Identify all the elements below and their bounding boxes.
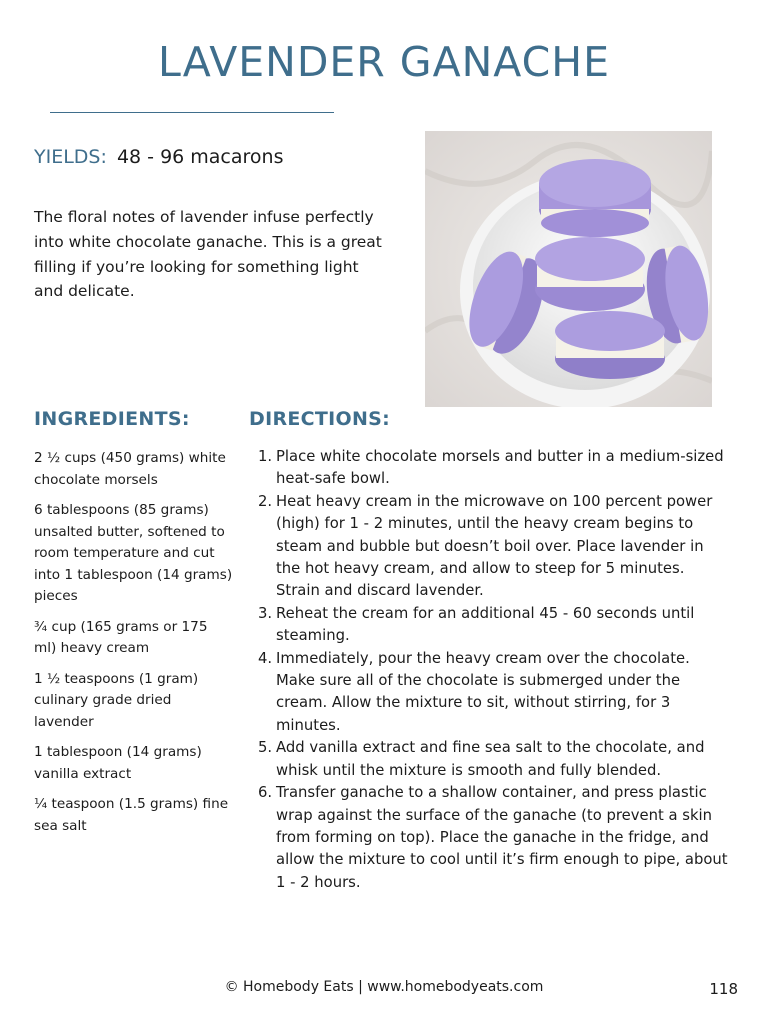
step-number: 3. (258, 604, 273, 622)
step-number: 6. (258, 784, 273, 802)
footer-copyright: © Homebody Eats | www.homebodyeats.com (224, 979, 544, 995)
direction-step (258, 737, 728, 782)
yields-value: 48 - 96 macarons (116, 146, 284, 168)
step-number: 1. (258, 448, 273, 465)
title-divider (50, 112, 334, 113)
step-number: 5. (258, 739, 273, 757)
ingredients-heading: INGREDIENTS: (34, 408, 190, 430)
page-title: LAVENDER GANACHE (157, 38, 610, 86)
direction-step (258, 603, 728, 648)
directions-list (258, 446, 728, 894)
ingredient-item: 1 ½ teaspoons (1 gram) culinary grade dried lavender (34, 670, 199, 730)
lavender-macarons-photo (425, 131, 712, 407)
ingredient-item: ¾ cup (165 grams or 175 ml) heavy cream (34, 618, 208, 656)
intro-text: The floral notes of lavender infuse perfectly into white chocolate ganache. This is a great filling if you’re looking for something light and delicate. (34, 208, 382, 301)
direction-step (258, 782, 728, 894)
yields (34, 146, 283, 168)
ingredient-item: 1 tablespoon (14 grams) vanilla extract (34, 744, 202, 782)
ingredients-list (34, 448, 234, 846)
step-number: 4. (258, 649, 273, 667)
yields-label: YIELDS: (34, 146, 107, 168)
ingredient-item: 2 ½ cups (450 grams) white chocolate morsels (34, 450, 226, 488)
step-text: Transfer ganache to a shallow container, and press plastic wrap against the surface of the ganache (to prevent a skin from forming on top). Place the ganache in the fridge, and allow the mixture to cool until it’s firm enough to pipe, about 1 - 2 hours. (276, 784, 728, 891)
step-text: Heat heavy cream in the microwave on 100 percent power (high) for 1 - 2 minutes, until the heavy cream begins to steam and bubble but doesn’t boil over. Place lavender in the hot heavy cream, and allow to steep for 5 minutes. Strain and discard lavender. (276, 492, 713, 600)
direction-step (258, 491, 728, 603)
directions-heading: DIRECTIONS: (249, 408, 391, 430)
step-text: Add vanilla extract and fine sea salt to the chocolate, and whisk until the mixture is smooth and fully blended. (276, 739, 705, 779)
page-number: 118 (709, 980, 738, 998)
step-text: Reheat the cream for an additional 45 - 60 seconds until steaming. (276, 604, 695, 645)
step-text: Place white chocolate morsels and butter in a medium-sized heat-safe bowl. (276, 448, 724, 488)
ingredient-item: ¼ teaspoon (1.5 grams) fine sea salt (34, 796, 229, 834)
ingredient-item: 6 tablespoons (85 grams) unsalted butter, softened to room temperature and cut into 1 tablespoon (14 grams) pieces (34, 502, 233, 604)
step-text: Immediately, pour the heavy cream over the chocolate. Make sure all of the chocolate is submerged under the cream. Allow the mixture to sit, without stirring, for 3 minutes. (276, 649, 690, 734)
direction-step (258, 648, 728, 738)
direction-step (258, 446, 728, 491)
step-number: 2. (258, 492, 273, 510)
